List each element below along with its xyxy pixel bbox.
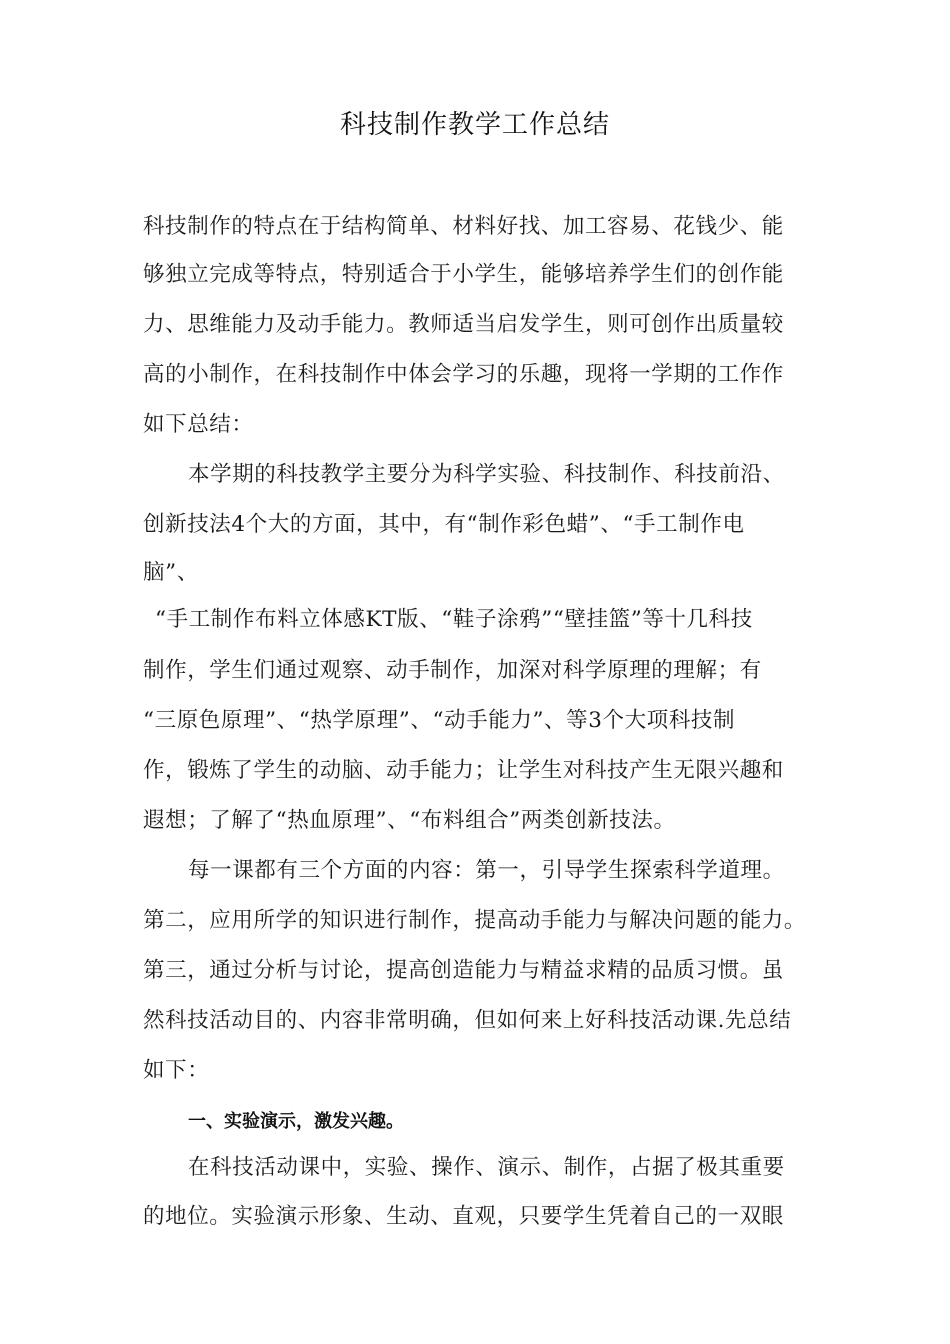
paragraph-line: 如下总结： [143,412,254,437]
paragraph-line: 如下： [143,1058,210,1083]
paragraph-line: 第二，应用所学的知识进行制作，提高动手能力与解决问题的能力。 [143,908,807,933]
paragraph-line: 第三，通过分析与讨论，提高创造能力与精益求精的品质习惯。虽 [143,958,784,983]
paragraph-line: 高的小制作，在科技制作中体会学习的乐趣，现将一学期的工作作 [143,362,784,387]
section-heading: 一、实验演示，激发兴趣。 [188,1111,404,1132]
paragraph-line: “手工制作布料立体感KT版、“鞋子涂鸦”“壁挂篮”等十几科技 [155,607,753,632]
paragraph-line: 作，锻炼了学生的动脑、动手能力；让学生对科技产生无限兴趣和 [143,758,784,783]
paragraph-line: 在科技活动课中，实验、操作、演示、制作，占据了极其重要 [188,1155,785,1180]
paragraph-line: 脑”、 [143,560,199,585]
document-title: 科技制作教学工作总结 [339,110,610,140]
paragraph-line: 遐想；了解了“热血原理”、“布料组合”两类创新技法。 [143,808,676,833]
paragraph-line: 的地位。实验演示形象、生动、直观，只要学生凭着自己的一双眼 [143,1204,784,1229]
paragraph-line: 本学期的科技教学主要分为科学实验、科技制作、科技前沿、 [188,462,785,487]
paragraph-line: 力、思维能力及动手能力。教师适当启发学生，则可创作出质量较 [143,312,784,337]
paragraph-line: 每一课都有三个方面的内容：第一，引导学生探索科学道理。 [188,858,785,883]
paragraph-line: 然科技活动目的、内容非常明确，但如何来上好科技活动课.先总结 [143,1008,792,1033]
paragraph-line: “三原色原理”、“热学原理”、“动手能力”、等3个大项科技制 [143,708,736,733]
paragraph-line: 科技制作的特点在于结构简单、材料好找、加工容易、花钱少、能 [143,214,784,239]
paragraph-line: 制作，学生们通过观察、动手制作，加深对科学原理的理解；有 [143,658,762,683]
paragraph-line: 创新技法4个大的方面，其中，有“制作彩色蜡”、“手工制作电 [143,512,745,537]
paragraph-line: 够独立完成等特点，特别适合于小学生，能够培养学生们的创作能 [143,262,784,287]
